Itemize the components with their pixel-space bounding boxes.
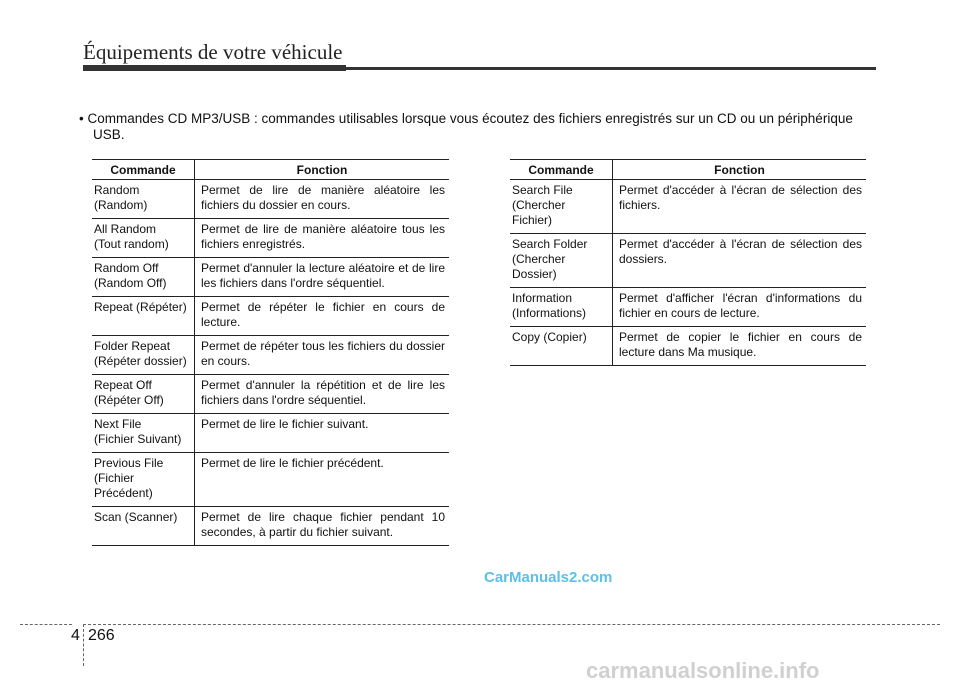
function-cell: Permet de répéter tous les fichiers du dossier en cours. (195, 336, 450, 375)
table-row (510, 288, 866, 327)
commands-table-left-body (92, 180, 449, 546)
function-cell: Permet de répéter le fichier en cours de lecture. (195, 297, 450, 336)
table-row (92, 453, 449, 507)
function-cell: Permet d'annuler la répétition et de lire les fichiers dans l'ordre séquentiel. (195, 375, 450, 414)
command-cell (92, 258, 195, 297)
command-label: Dossier) (512, 267, 557, 281)
command-label: Folder Repeat (94, 339, 171, 353)
footer-dash-left (20, 624, 72, 625)
command-cell (92, 453, 195, 507)
command-label: (Chercher (512, 198, 566, 212)
function-cell: Permet d'annuler la lecture aléatoire et de lire les fichiers dans l'ordre séquentiel. (195, 258, 450, 297)
command-cell (92, 219, 195, 258)
command-label: Random (94, 183, 140, 197)
function-cell: Permet de lire de manière aléatoire les fichiers du dossier en cours. (195, 180, 450, 219)
command-cell (92, 507, 195, 546)
command-cell (92, 375, 195, 414)
table-row (92, 258, 449, 297)
commands-table-right (510, 159, 866, 366)
command-label: Repeat Off (94, 378, 152, 392)
column-header-function: Fonction (613, 160, 867, 180)
command-label: (Informations) (512, 306, 587, 320)
table-row (92, 507, 449, 546)
table-row (92, 375, 449, 414)
function-cell: Permet de lire le fichier suivant. (195, 414, 450, 453)
intro-line-2: USB. (93, 127, 125, 142)
command-cell (92, 180, 195, 219)
command-cell (92, 297, 195, 336)
command-cell (92, 414, 195, 453)
table-row (92, 336, 449, 375)
function-cell: Permet de copier le fichier en cours de lecture dans Ma musique. (613, 327, 867, 366)
function-cell: Permet d'accéder à l'écran de sélection des fichiers. (613, 180, 867, 234)
table-row (510, 180, 866, 234)
commands-table-right-body (510, 180, 866, 366)
command-label: Scan (Scanner) (94, 510, 178, 524)
command-cell (510, 234, 613, 288)
column-header-function: Fonction (195, 160, 450, 180)
footer-divider (83, 624, 84, 666)
command-label: (Random Off) (94, 276, 167, 290)
table-row (510, 327, 866, 366)
column-header-command: Commande (92, 160, 195, 180)
command-label: Search Folder (512, 237, 588, 251)
command-label: (Répéter dossier) (94, 354, 187, 368)
command-cell (510, 180, 613, 234)
command-label: (Répéter Off) (94, 393, 164, 407)
command-label: Random Off (94, 261, 159, 275)
table-row (92, 414, 449, 453)
table-row (510, 234, 866, 288)
command-label: Search File (512, 183, 573, 197)
command-label: (Fichier Suivant) (94, 432, 182, 446)
function-cell: Permet de lire chaque fichier pendant 10 secondes, à partir du fichier suivant. (195, 507, 450, 546)
command-label: Repeat (Répéter) (94, 300, 187, 314)
command-label: (Random) (94, 198, 148, 212)
command-label: (Fichier Précédent) (94, 471, 153, 500)
page-title: Équipements de votre véhicule (83, 40, 343, 64)
chapter-number: 4 (71, 627, 80, 644)
intro-paragraph (79, 111, 879, 143)
command-cell (510, 327, 613, 366)
command-label: (Tout random) (94, 237, 169, 251)
header-rule-accent (83, 65, 346, 71)
command-label: Fichier) (512, 213, 553, 227)
command-label: (Chercher (512, 252, 566, 266)
command-cell (510, 288, 613, 327)
command-label: Copy (Copier) (512, 330, 587, 344)
command-label: Information (512, 291, 573, 305)
footer-dash-right (83, 624, 940, 625)
function-cell: Permet d'accéder à l'écran de sélection des dossiers. (613, 234, 867, 288)
function-cell: Permet d'afficher l'écran d'informations du fichier en cours de lecture. (613, 288, 867, 327)
intro-line-1: • Commandes CD MP3/USB : commandes utilisables lorsque vous écoutez des fichiers enregistrés sur un CD ou un périphérique (79, 111, 853, 126)
command-label: Next File (94, 417, 142, 431)
command-label: All Random (94, 222, 157, 236)
column-header-command: Commande (510, 160, 613, 180)
function-cell: Permet de lire le fichier précédent. (195, 453, 450, 507)
page-number: 266 (88, 627, 115, 644)
table-row (92, 219, 449, 258)
function-cell: Permet de lire de manière aléatoire tous les fichiers enregistrés. (195, 219, 450, 258)
command-cell (92, 336, 195, 375)
table-row (92, 297, 449, 336)
table-row (92, 180, 449, 219)
site-watermark: carmanualsonline.info (586, 658, 820, 683)
command-label: Previous File (94, 456, 164, 470)
commands-table-left (92, 159, 449, 546)
watermark: CarManuals2.com (484, 569, 613, 586)
